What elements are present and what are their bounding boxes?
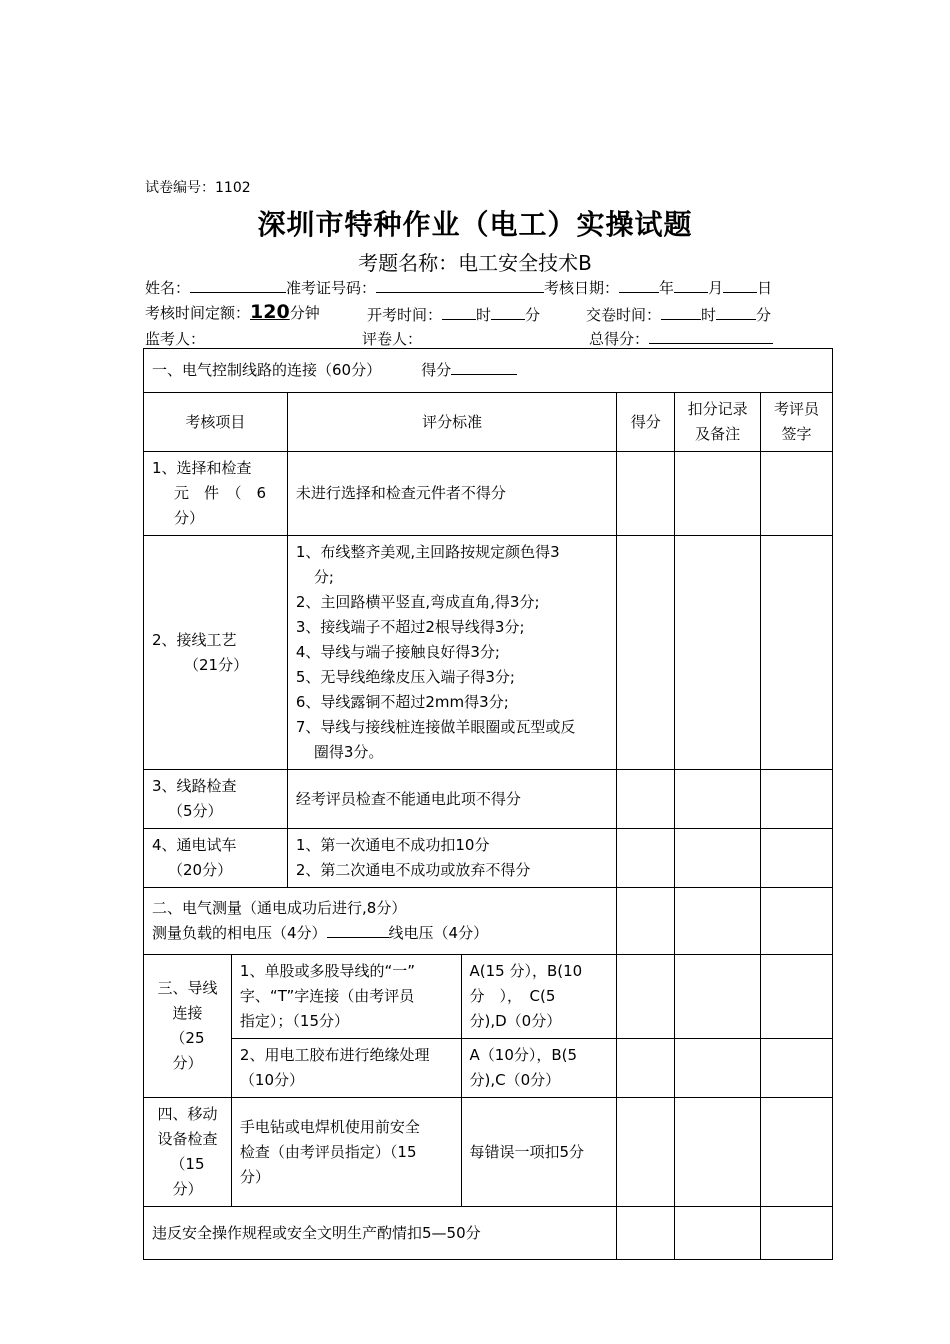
section4-line2: 设备检查 [157,1130,218,1148]
year-blank[interactable] [619,277,659,293]
section3-row2-grading [461,1039,617,1098]
start-time [367,304,540,325]
item4-criterion1: 1、第一次通电不成功扣10分 [295,836,490,854]
table-row [144,452,833,536]
col-item: 考核项目 [144,393,288,452]
section2-line1: 二、电气测量（通电成功后进行,8分） [152,899,407,917]
item4-score-cell[interactable] [617,829,675,888]
total-blank[interactable] [649,328,773,344]
s4-sign-cell[interactable] [761,1098,833,1207]
submit-time [586,304,771,325]
item3-line1: 3、线路检查 [152,777,237,795]
s4-l1: 手电钻或电焊机使用前安全 [239,1117,420,1136]
item2-criteria [287,536,616,770]
total-label: 总得分： [589,330,650,348]
table-row [144,1039,833,1098]
name-label: 姓名： [145,279,191,297]
table-row [144,1098,833,1207]
item2-line1: 2、接线工艺 [152,630,237,649]
s3r1-sign-cell[interactable] [761,955,833,1039]
paper-number: 试卷编号：1102 [145,180,251,196]
item4-criterion2: 2、第二次通电不成功或放弃不得分 [295,861,531,879]
section1-score-label: 得分 [421,361,452,379]
month-label: 月 [708,279,724,297]
violation-row [144,1207,833,1260]
col-deduction [675,393,761,452]
s3r1-g2: 分 ）， C(5 [469,987,556,1005]
year-label: 年 [659,279,675,297]
s3r1-score-cell[interactable] [617,955,675,1039]
section2-sign-cell[interactable] [761,888,833,955]
item2-criterion: 分; [313,568,334,586]
s4-score-cell[interactable] [617,1098,675,1207]
item2-criterion: 2、主回路横平竖直,弯成直角,得3分; [295,593,540,611]
item2-deduction-cell[interactable] [675,536,761,770]
day-blank[interactable] [723,277,757,293]
section1-title: 一、电气控制线路的连接（60分） [152,361,382,379]
section4-label [144,1098,232,1207]
minute-label: 分 [525,306,541,324]
section4-line4: 分） [172,1180,203,1198]
section3-line3: （25 [170,1029,205,1047]
s3r1-deduction-cell[interactable] [675,955,761,1039]
violation-deduction-cell[interactable] [675,1207,761,1260]
name-blank[interactable] [190,277,286,293]
s3r2-l2: （10分） [239,1071,305,1089]
item2-criterion: 5、无导线绝缘皮压入端子得3分; [295,668,515,686]
section4-line3: （15 [170,1155,205,1173]
item4-line1: 4、通电试车 [152,836,237,854]
grader-label: 评卷人： [362,330,423,348]
section3-line4: 分） [172,1054,203,1072]
item1-deduction-cell[interactable] [675,452,761,536]
section2-line2 [152,921,608,946]
item3-criteria: 经考评员检查不能通电此项不得分 [287,770,616,829]
col-examiner [761,393,833,452]
col-examiner-line2: 签字 [781,425,812,443]
item1-line1: 1、选择和检查 [152,459,252,477]
submit-minute-blank[interactable] [716,304,756,320]
section3-label [144,955,232,1098]
item1-line3: 分） [174,509,205,527]
name-field [145,277,772,298]
item2-criterion: 6、导线露铜不超过2mm得3分; [295,693,509,711]
section1-score-blank[interactable] [451,359,517,375]
item1-label [144,452,288,536]
section1-header-row [144,349,833,393]
item2-label [144,536,288,770]
item3-score-cell[interactable] [617,770,675,829]
item3-sign-cell[interactable] [761,770,833,829]
s3r2-deduction-cell[interactable] [675,1039,761,1098]
col-examiner-line1: 考评员 [774,400,820,418]
table-row [144,829,833,888]
col-deduction-line2: 及备注 [695,425,741,443]
ticket-label: 准考证号码： [286,279,377,297]
item1-line2: 元 件 （ 6 [174,484,267,502]
section3-row2-desc [231,1039,461,1098]
violation-score-cell[interactable] [617,1207,675,1260]
scoring-table [143,348,833,1260]
section2-deduction-cell[interactable] [675,888,761,955]
start-hour-blank[interactable] [442,304,476,320]
exam-subject: 考题名称：电工安全技术B [358,251,592,275]
item3-deduction-cell[interactable] [675,770,761,829]
violation-text: 违反安全操作规程或安全文明生产酌情扣5—50分 [144,1207,617,1260]
section4-desc [231,1098,461,1207]
item4-label [144,829,288,888]
col-deduction-line1: 扣分记录 [687,400,748,418]
section2-score-cell[interactable] [617,888,675,955]
item2-criterion: 4、导线与端子接触良好得3分; [295,643,500,661]
item1-criteria: 未进行选择和检查元件者不得分 [287,452,616,536]
s4-l3: 分） [239,1167,270,1186]
hour-label-2: 时 [701,306,717,324]
section4-grading: 每错误一项扣5分 [461,1098,617,1207]
s3r2-sign-cell[interactable] [761,1039,833,1098]
col-criteria: 评分标准 [287,393,616,452]
item4-deduction-cell[interactable] [675,829,761,888]
item1-score-cell[interactable] [617,452,675,536]
start-minute-blank[interactable] [491,304,525,320]
time-label: 考核时间定额： [145,304,251,322]
violation-sign-cell[interactable] [761,1207,833,1260]
proctor-field [145,328,205,349]
s4-l2: 检查（由考评员指定）（15 [239,1142,417,1161]
total-field [589,328,773,349]
s3r1-l2: 字、“T”字连接（由考评员 [239,987,415,1005]
item3-line2: （5分） [168,802,223,820]
table-row [144,955,833,1039]
section3-row1-grading [461,955,617,1039]
s3r2-score-cell[interactable] [617,1039,675,1098]
item3-label [144,770,288,829]
phase-voltage-label: 测量负载的相电压（4分） [152,924,327,942]
s3r2-g1: A（10分），B(5 [469,1046,578,1064]
item4-sign-cell[interactable] [761,829,833,888]
item4-criteria [287,829,616,888]
section4-line1: 四、移动 [157,1105,218,1123]
table-row [144,536,833,770]
section2-cell [144,888,617,955]
s3r1-l1: 1、单股或多股导线的“一” [239,962,416,980]
minute-label-2: 分 [756,306,772,324]
time-line [145,301,320,323]
col-score: 得分 [617,393,675,452]
s3r2-g2: 分),C（0分） [469,1071,561,1089]
day-label: 日 [757,279,773,297]
item2-criterion: 3、接线端子不超过2根导线得3分; [295,618,525,636]
table-row [144,770,833,829]
ticket-blank[interactable] [376,277,544,293]
month-blank[interactable] [674,277,708,293]
time-value: 120 [250,301,290,323]
line-voltage-label: 线电压（4分） [388,924,489,942]
proctor-label: 监考人： [145,330,206,348]
column-header-row [144,393,833,452]
s3r1-l3: 指定）；（15分） [239,1012,350,1030]
minutes-label: 分钟 [289,304,320,322]
grader-field [362,328,422,349]
item2-criterion: 1、布线整齐美观,主回路按规定颜色得3 [295,543,560,561]
item1-sign-cell[interactable] [761,452,833,536]
phase-voltage-blank[interactable] [327,922,389,938]
item2-line2: （21分） [184,655,249,674]
s3r2-l1: 2、用电工胶布进行绝缘处理 [239,1046,430,1064]
s4-deduction-cell[interactable] [675,1098,761,1207]
section2-row [144,888,833,955]
item2-sign-cell[interactable] [761,536,833,770]
section3-line2: 连接 [172,1004,203,1022]
page-title: 深圳市特种作业（电工）实操试题 [257,208,693,241]
start-label: 开考时间： [367,306,443,324]
item4-line2: （20分） [168,861,233,879]
s3r1-g1: A(15 分），B(10 [469,962,583,980]
section3-row1-desc [231,955,461,1039]
item2-criterion: 圈得3分。 [313,743,384,761]
s3r1-g3: 分),D（0分） [469,1012,562,1030]
item2-score-cell[interactable] [617,536,675,770]
section1-title-cell [144,349,833,393]
hour-label: 时 [476,306,492,324]
submit-hour-blank[interactable] [661,304,701,320]
date-label: 考核日期： [544,279,620,297]
section3-line1: 三、导线 [157,979,218,997]
submit-label: 交卷时间： [586,306,662,324]
item2-criterion: 7、导线与接线桩连接做羊眼圈或瓦型或反 [295,718,576,736]
